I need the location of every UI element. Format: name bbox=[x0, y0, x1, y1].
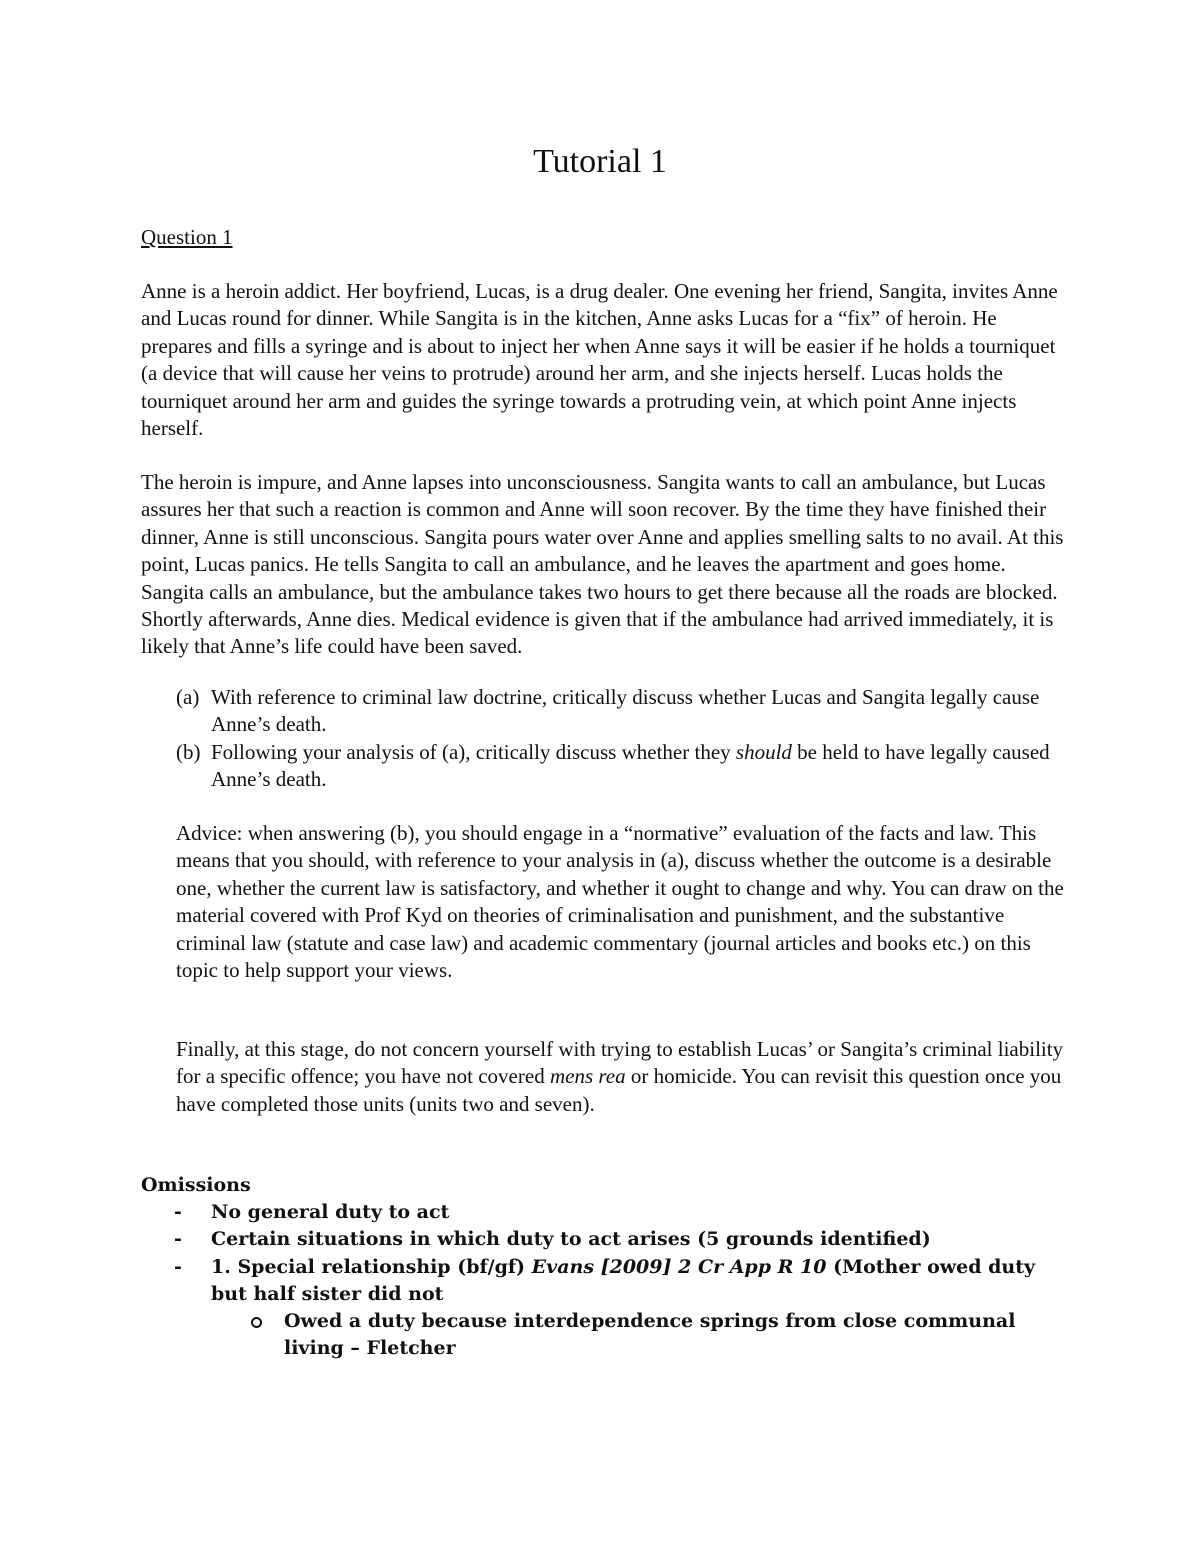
text-run: or homicide. You can revisit this question once you have completed those units (units two and seven). bbox=[176, 1064, 1062, 1116]
text-run: Following your analysis of (a), critically discuss whether they bbox=[211, 739, 736, 764]
omissions-sublist bbox=[211, 1308, 1066, 1362]
list-item-text: Certain situations in which duty to act arises (5 grounds identified) bbox=[211, 1228, 931, 1251]
hollow-bullet-icon bbox=[251, 1317, 262, 1328]
question-part-text: With reference to criminal law doctrine, critically discuss whether Lucas and Sangita legally cause Anne’s death. bbox=[211, 685, 1040, 737]
emphasis-text: mens rea bbox=[549, 1064, 626, 1089]
page-title: Tutorial 1 bbox=[533, 143, 667, 180]
question-part-b bbox=[176, 739, 1066, 794]
emphasis-text: should bbox=[735, 739, 792, 764]
scenario-paragraph-1: Anne is a heroin addict. Her boyfriend, Lucas, is a drug dealer. One evening her friend, Sangita, invites Anne and Lucas round for dinner. While Sangita is in the kitchen, Anne asks Lucas for a “fix” of heroin. He prepares and fills a syringe and is about to inject her when Anne says it will be easier if he holds a tourniquet (a device that will cause her veins to protrude) around her arm, and she injects herself. Lucas holds the tourniquet around her arm and guides the syringe towards a protruding vein, at which point Anne injects herself. bbox=[141, 279, 1058, 441]
list-item bbox=[141, 1254, 1066, 1363]
question-parts-list bbox=[176, 684, 1066, 794]
list-marker: (b) bbox=[176, 739, 201, 764]
text-run: Finally, at this stage, do not concern yourself with trying to establish Lucas’ or Sangita’s criminal liability for a specific offence; you have not covered bbox=[176, 1037, 1064, 1089]
list-item-text bbox=[211, 1256, 1035, 1305]
advice-paragraph: Advice: when answering (b), you should engage in a “normative” evaluation of the facts and law. This means that you should, with reference to your analysis in (a), discuss whether the outcome is a desirable one, whether the current law is satisfactory, and whether it ought to change and why. You can draw on the material covered with Prof Kyd on theories of criminalisation and punishment, and the substantive criminal law (statute and case law) and academic commentary (journal articles and books etc.) on this topic to help support your views. bbox=[176, 821, 1064, 983]
text-run: (Mother owed duty but half sister did not bbox=[211, 1255, 1036, 1305]
sublist-item bbox=[211, 1308, 1066, 1362]
list-item-text: No general duty to act bbox=[211, 1201, 450, 1224]
list-marker: - bbox=[174, 1201, 182, 1224]
case-citation: Evans [2009] 2 Cr App R 10 bbox=[531, 1255, 827, 1278]
list-marker: - bbox=[174, 1255, 182, 1278]
omissions-heading: Omissions bbox=[141, 1174, 251, 1196]
list-marker: - bbox=[174, 1228, 182, 1251]
text-run: be held to have legally caused Anne’s death. bbox=[211, 739, 1050, 792]
question-part-a bbox=[176, 684, 1066, 739]
list-item-text: Owed a duty because interdependence springs from close communal living – Fletcher bbox=[284, 1310, 1016, 1360]
list-marker: (a) bbox=[176, 685, 200, 709]
question-heading: Question 1 bbox=[141, 225, 233, 249]
question-part-text bbox=[211, 740, 1050, 791]
list-item bbox=[141, 1226, 1066, 1253]
omissions-list bbox=[141, 1199, 1066, 1362]
scenario-paragraph-2: The heroin is impure, and Anne lapses into unconsciousness. Sangita wants to call an ambulance, but Lucas assures her that such a reaction is common and Anne will soon recover. By the time they have finished their dinner, Anne is still unconscious. Sangita pours water over Anne and applies smelling salts to no avail. At this point, Lucas panics. He tells Sangita to call an ambulance, and he leaves the apartment and goes home. Sangita calls an ambulance, but the ambulance takes two hours to get there because all the roads are blocked. Shortly afterwards, Anne dies. Medical evidence is given that if the ambulance had arrived immediately, it is likely that Anne’s life could have been saved. bbox=[141, 470, 1064, 659]
finally-paragraph bbox=[176, 1036, 1066, 1118]
omissions-notes bbox=[141, 1172, 1066, 1362]
text-run: 1. Special relationship (bf/gf) bbox=[211, 1255, 532, 1278]
list-item bbox=[141, 1199, 1066, 1226]
